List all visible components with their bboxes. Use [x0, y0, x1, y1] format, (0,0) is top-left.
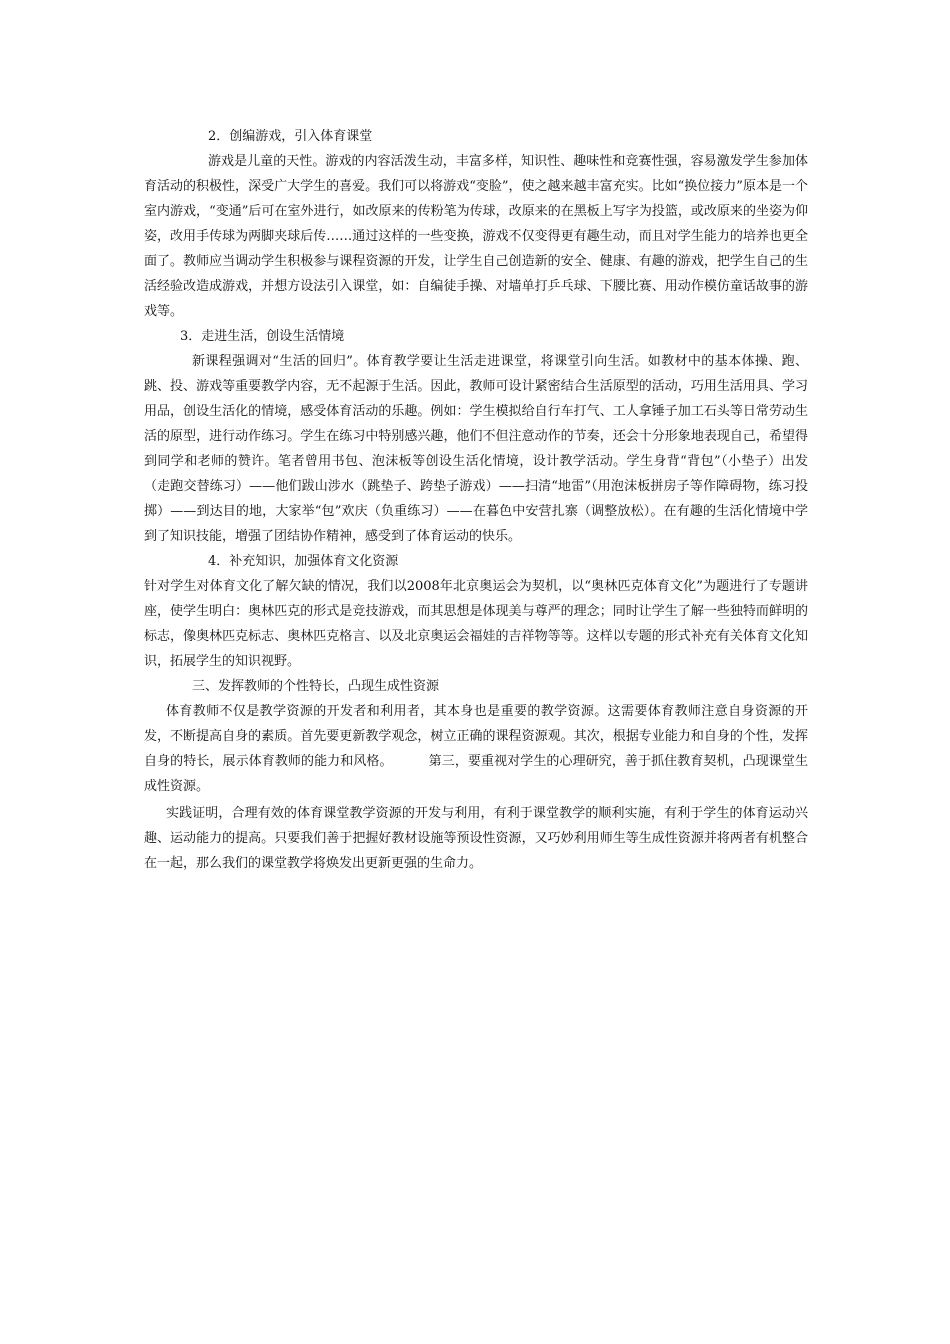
section-4-heading: 4．补充知识，加强体育文化资源	[208, 554, 399, 569]
section-4-paragraph: 针对学生对体育文化了解欠缺的情况，我们以2008年北京奥运会为契机，以“奥林匹克体育文化”为题进行了专题讲座，使学生明白：奥林匹克的形式是竞技游戏，而其思想是体现美与尊严的理念；同时让学生了解一些独特而鲜明的标志，像奥林匹克标志、奥林匹克格言、以及北京奥运会福娃的吉祥物等等。这样以专题的形式补充有关体育文化知识，拓展学生的知识视野。	[144, 579, 808, 669]
section-2-heading: 2．创编游戏，引入体育课堂	[208, 129, 373, 144]
section-2-paragraph: 游戏是儿童的天性。游戏的内容活泼生动，丰富多样，知识性、趣味性和竞赛性强，容易激发学生参加体育活动的积极性，深受广大学生的喜爱。我们可以将游戏“变脸”，使之越来越丰富充实。比如“换位接力”原本是一个室内游戏，“变通”后可在室外进行，如改原来的传粉笔为传球，改原来的在黑板上写字为投篮，或改原来的坐姿为仰姿，改用手传球为两脚夹球后传……通过这样的一些变换，游戏不仅变得更有趣生动，而且对学生能力的培养也更全面了。教师应当调动学生积极参与课程资源的开发，让学生自己创造新的安全、健康、有趣的游戏，把学生自己的生活经验改造成游戏，并想方设法引入课堂，如：自编徒手操、对墙单打乒乓球、下腰比赛、用动作模仿童话故事的游戏等。	[144, 154, 808, 319]
part-3-text-a: 体育教师不仅是教学资源的开发者和利用者，其本身也是重要的教学资源。这需要体育教师注意自身资源的开发，不断提高自身的素质。首先要更新教学观念，树立正确的课程资源观。其次，根据专业能力和自身的个性，发挥自身的特长，展示体育教师的能力和风格。	[144, 704, 808, 769]
part-3-paragraph	[144, 699, 808, 799]
part-3-text-b: 第三，要重视对学生的心理研究，善于抓住教育契机，凸现课堂生成性资源。	[144, 754, 808, 794]
section-3-heading: 3．走进生活，创设生活情境	[180, 329, 345, 344]
document-body	[144, 124, 808, 876]
section-3-paragraph: 新课程强调对“生活的回归”。体育教学要让生活走进课堂，将课堂引向生活。如教材中的基本体操、跑、跳、投、游戏等重要教学内容，无不起源于生活。因此，教师可设计紧密结合生活原型的活动，巧用生活用具、学习用品，创设生活化的情境，感受体育活动的乐趣。例如：学生模拟给自行车打气、工人拿锤子加工石头等日常劳动生活的原型，进行动作练习。学生在练习中特别感兴趣，他们不但注意动作的节奏，还会十分形象地表现自己，希望得到同学和老师的赞许。笔者曾用书包、泡沫板等创设生活化情境，设计教学活动。学生身背“背包”（小垫子）出发（走跑交替练习）——他们跋山涉水（跳垫子、跨垫子游戏）——扫清“地雷”（用泡沫板拼房子等作障碍物，练习投掷）——到达目的地，大家举“包”欢庆（负重练习）——在暮色中安营扎寨（调整放松）。在有趣的生活化情境中学到了知识技能，增强了团结协作精神，感受到了体育运动的快乐。	[144, 354, 808, 544]
conclusion-paragraph: 实践证明，合理有效的体育课堂教学资源的开发与利用，有利于课堂教学的顺利实施，有利于学生的体育运动兴趣、运动能力的提高。只要我们善于把握好教材设施等预设性资源，又巧妙利用师生等生成性资源并将两者有机整合在一起，那么我们的课堂教学将焕发出更新更强的生命力。	[144, 806, 808, 871]
part-3-heading: 三、发挥教师的个性特长，凸现生成性资源	[192, 679, 440, 694]
